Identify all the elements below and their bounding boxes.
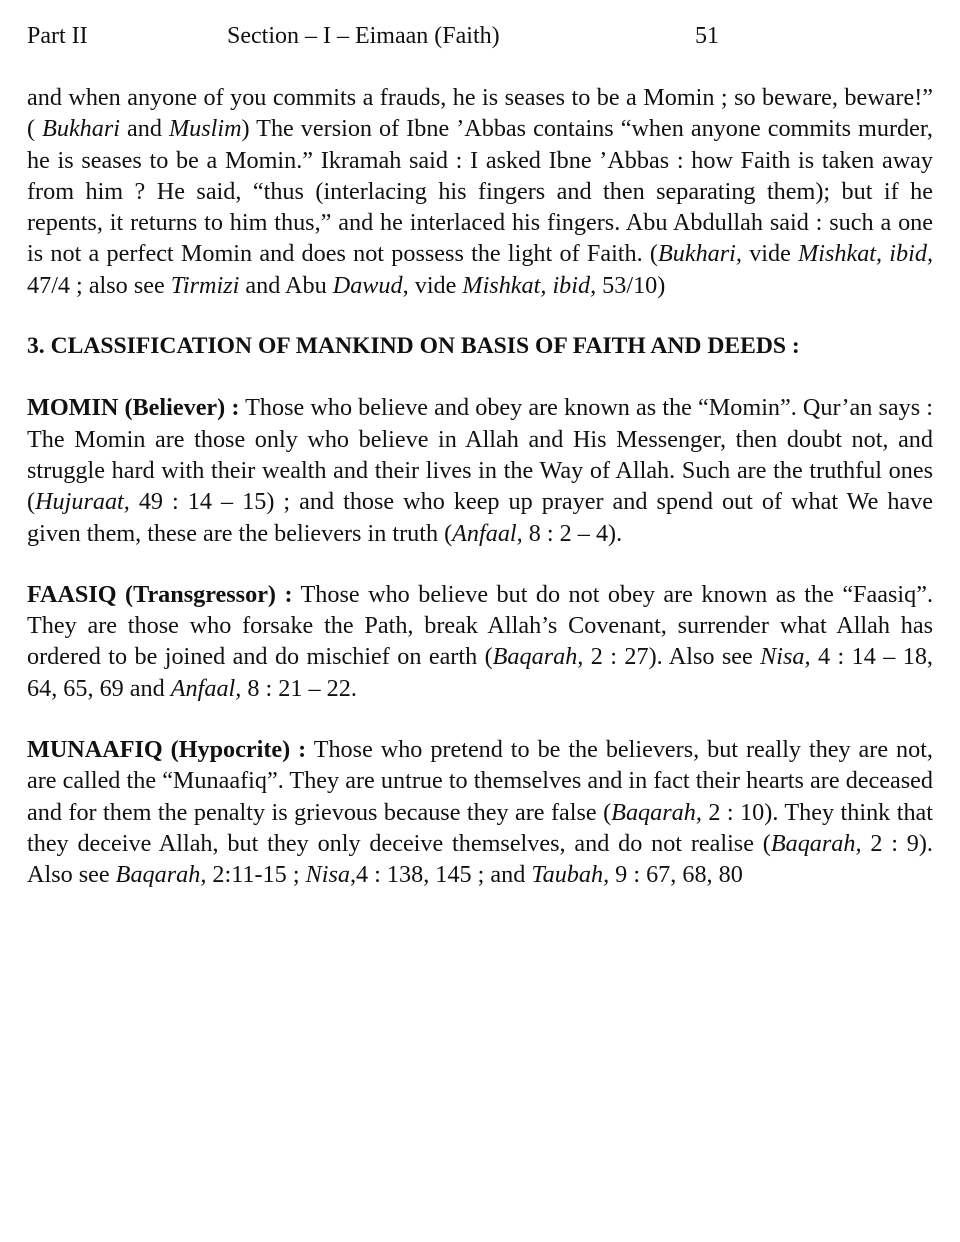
page-body	[27, 82, 933, 891]
faasiq-paragraph: FAASIQ (Transgressor) : Those who believe but do not obey are known as the “Faasiq”. They are those who forsake the Path, break Allah’s Covenant, surrender what Allah has ordered to be joined and do mischief on earth (Baqarah, 2 : 27). Also see Nisa, 4 : 14 – 18, 64, 65, 69 and Anfaal, 8 : 21 – 22.	[27, 580, 933, 702]
citation-anfaal: Anfaal,	[170, 674, 242, 702]
munaafiq-paragraph: MUNAAFIQ (Hypocrite) : Those who pretend to be the believers, but really they are not, are called the “Munaafiq”. They are untrue to themselves and in fact their hearts are deceased and for them the penalty is grievous because they are false (Baqarah, 2 : 10). They think that they deceive Allah, but they only deceive themselves, and do not realise (Baqarah, 2 : 9). Also see Baqarah, 2:11-15 ; Nisa,4 : 138, 145 ; and Taubah, 9 : 67, 68, 80	[27, 736, 933, 889]
citation-taubah: Taubah,	[531, 861, 610, 889]
citation-nisa: Nisa,	[305, 861, 357, 889]
citation-nisa: Nisa,	[760, 643, 811, 671]
citation-anfaal: Anfaal,	[452, 519, 523, 547]
citation-mishkat: Mishkat, ibid,	[798, 240, 933, 268]
citation-dawud: Dawud,	[332, 271, 409, 299]
citation-baqarah: Baqarah,	[770, 829, 862, 857]
citation-mishkat: Mishkat, ibid,	[462, 271, 597, 299]
section-heading: 3. CLASSIFICATION OF MANKIND ON BASIS OF FAITH AND DEEDS :	[27, 333, 800, 360]
momin-paragraph: MOMIN (Believer) : Those who believe and obey are known as the “Momin”. Qur’an says : The Momin are those only who believe in Allah and His Messenger, then doubt not, and struggle hard with their wealth and their lives in the Way of Allah. Such are the truthful ones (Hujuraat, 49 : 14 – 15) ; and those who keep up prayer and spend out of what We have given them, these are the believers in truth (Anfaal, 8 : 2 – 4).	[27, 394, 933, 547]
citation-bukhari: Bukhari,	[657, 240, 742, 268]
page-number: 51	[695, 23, 719, 49]
citation-baqarah: Baqarah,	[115, 861, 207, 889]
citation-muslim: Muslim	[168, 115, 242, 143]
citation-hujuraat: Hujuraat,	[35, 488, 130, 516]
term-faasiq: FAASIQ (Transgressor) :	[27, 580, 293, 608]
part-label: Part II	[27, 23, 88, 49]
citation-baqarah: Baqarah,	[611, 798, 702, 826]
citation-bukhari: Bukhari	[42, 115, 121, 143]
page-header	[27, 20, 933, 52]
citation-tirmizi: Tirmizi	[170, 271, 240, 299]
term-momin: MOMIN (Believer) :	[27, 394, 240, 422]
intro-paragraph: and when anyone of you commits a frauds, he is seases to be a Momin ; so beware, beware!” ( Bukhari and Muslim) The version of Ibne ’Abbas contains “when anyone commits murder, he is seases to be a Momin.” Ikramah said : I asked Ibne ’Abbas : how Faith is taken away from him ? He said, “thus (interlacing his fingers and then separating them); but if he repents, it returns to him thus,” and he interlaced his fingers. Abu Abdullah said : such a one is not a perfect Momin and does not possess the light of Faith. (Bukhari, vide Mishkat, ibid, 47/4 ; also see Tirmizi and Abu Dawud, vide Mishkat, ibid, 53/10)	[27, 84, 933, 299]
citation-baqarah: Baqarah,	[492, 643, 584, 671]
section-title: Section – I – Eimaan (Faith)	[227, 23, 500, 49]
term-munaafiq: MUNAAFIQ (Hypocrite) :	[27, 736, 307, 764]
